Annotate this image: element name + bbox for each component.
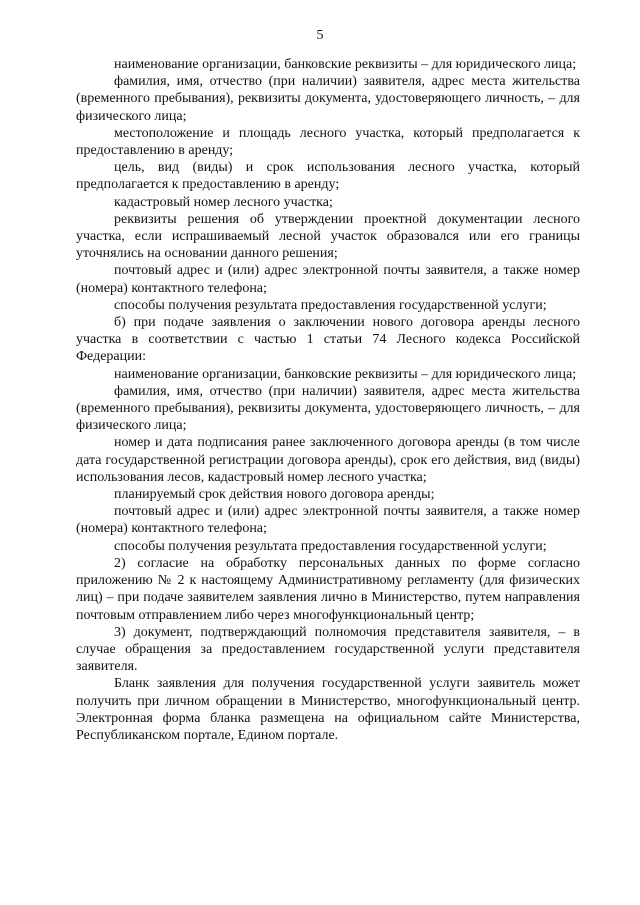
paragraph-contacts-2: почтовый адрес и (или) адрес электронной почты заявителя, а также номер (номера) контактного телефона; bbox=[76, 504, 580, 537]
paragraph-person-details: фамилия, имя, отчество (при наличии) заявителя, адрес места жительства (временного пребывания), реквизиты документа, удостоверяющего личность, – для физического лица; bbox=[76, 74, 580, 124]
paragraph-consent: 2) согласие на обработку персональных данных по форме согласно приложению № 2 к настоящему Административному регламенту (для физических лиц) – при подаче заявителем заявления лично в Министерство, путем направления почтовым отправлением либо через многофункциональный центр; bbox=[76, 555, 580, 623]
paragraph-previous-contract: номер и дата подписания ранее заключенного договора аренды (в том числе дата государственной регистрации договора аренды), срок его действия, вид (виды) использования лесов, кадастровый номер лесного участка; bbox=[76, 435, 580, 485]
page-number: 5 bbox=[316, 28, 324, 43]
paragraph-plot-location: местоположение и площадь лесного участка, который предполагается к предоставлению в аренду; bbox=[76, 125, 580, 159]
paragraph-planned-term: планируемый срок действия нового договора аренды; bbox=[114, 487, 435, 503]
paragraph-contacts: почтовый адрес и (или) адрес электронной почты заявителя, а также номер (номера) контактного телефона; bbox=[76, 263, 580, 296]
paragraph-item-b: б) при подаче заявления о заключении нового договора аренды лесного участка в соответствии с частью 1 статьи 74 Лесного кодекса Российской Федерации: bbox=[76, 315, 580, 365]
document-body bbox=[76, 56, 580, 744]
paragraph-delivery-methods-2: способы получения результата предоставления государственной услуги; bbox=[114, 538, 547, 554]
paragraph-authority-document: 3) документ, подтверждающий полномочия представителя заявителя, – в случае обращения за предоставлением государственной услуги представителя заявителя. bbox=[76, 624, 580, 675]
paragraph-plot-purpose: цель, вид (виды) и срок использования лесного участка, который предполагается к предоставлению в аренду; bbox=[76, 160, 580, 193]
paragraph-project-decision: реквизиты решения об утверждении проектной документации лесного участка, если испрашиваемый лесной участок образовался или его границы уточнялись на основании данного решения; bbox=[76, 211, 580, 262]
paragraph-cadastral-number: кадастровый номер лесного участка; bbox=[114, 194, 333, 210]
paragraph-org-name-legal-2: наименование организации, банковские реквизиты – для юридического лица; bbox=[114, 366, 577, 382]
paragraph-delivery-methods: способы получения результата предоставления государственной услуги; bbox=[114, 297, 547, 313]
paragraph-person-details-2: фамилия, имя, отчество (при наличии) заявителя, адрес места жительства (временного пребывания), реквизиты документа, удостоверяющего личность, – для физического лица; bbox=[76, 383, 580, 434]
paragraph-application-form: Бланк заявления для получения государственной услуги заявитель может получить при личном обращении в Министерство, многофункциональный центр. Электронная форма бланка размещена на официальном сайте Министерства, Республиканском портале, Едином портале. bbox=[76, 676, 580, 743]
paragraph-org-name-legal: наименование организации, банковские реквизиты – для юридического лица; bbox=[114, 57, 577, 72]
